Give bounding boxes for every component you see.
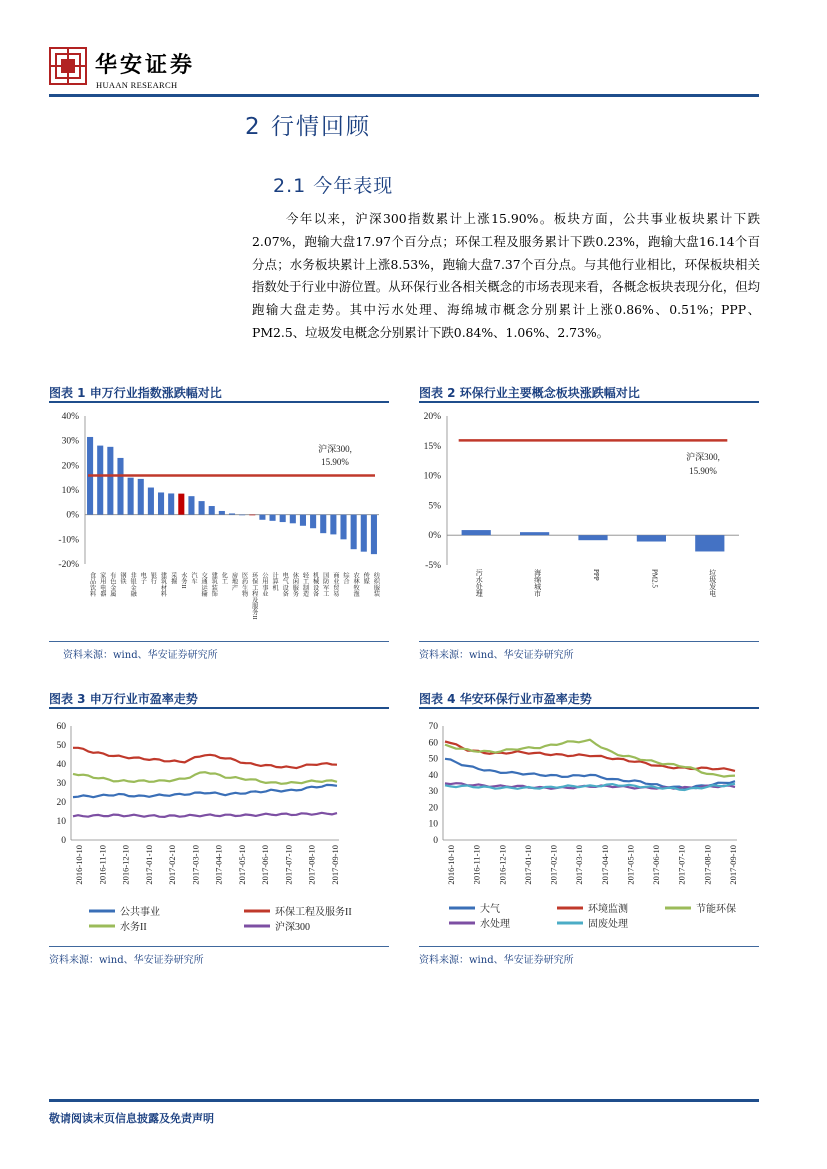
x-tick-label: 公用事业: [260, 572, 268, 597]
x-tick-label: 2017-02-10: [167, 845, 178, 885]
y-tick-label: 20: [56, 798, 66, 808]
bar-建筑装饰: [209, 506, 215, 515]
x-tick-label: 传媒: [362, 572, 370, 585]
bar-家用电器: [97, 446, 103, 515]
x-tick-label: 2017-09-10: [330, 845, 340, 885]
hs300-label: 沪深300,: [318, 444, 352, 454]
bar-海绵城市: [520, 532, 549, 535]
y-tick-label: -5%: [425, 561, 441, 571]
bar-休闲服务: [290, 515, 296, 524]
x-tick-label: 交通运输: [200, 572, 208, 597]
x-tick-label: 建筑材料: [159, 572, 167, 597]
figure-3-source: 资料来源：wind、华安证券研究所: [49, 955, 204, 966]
figure-4-bottom-rule: [419, 946, 759, 947]
x-tick-label: 2017-05-10: [236, 845, 247, 885]
x-tick-label: 2016-11-10: [97, 845, 108, 885]
x-tick-label: 垃圾发电: [708, 569, 717, 597]
bar-银行: [148, 488, 154, 515]
y-tick-label: 10%: [61, 486, 79, 496]
legend-label: 环境监测: [588, 904, 628, 915]
x-tick-label: 采掘: [169, 572, 177, 585]
y-tick-label: 10%: [423, 471, 441, 482]
x-tick-label: 2016-11-10: [471, 845, 482, 885]
x-tick-label: 汽车: [189, 572, 197, 585]
bar-化工: [219, 511, 225, 515]
figure-1-title: 图表 1 申万行业指数涨跌幅对比: [49, 386, 222, 400]
bar-国防军工: [320, 515, 326, 533]
legend-label: 水务II: [120, 922, 147, 933]
figure-1-chart: [49, 404, 389, 640]
bar-房地产: [229, 513, 235, 514]
hs300-value-label: 15.90%: [689, 466, 717, 476]
figure-4-source: 资料来源：wind、华安证券研究所: [419, 955, 574, 966]
x-tick-label: 环保工程及服务II: [250, 572, 258, 620]
body-paragraph: 今年以来，沪深300指数累计上涨15.90%。板块方面，公共事业板块累计下跌2.07%，跑输大盘17.97个百分点；环保工程及服务累计下跌0.23%，跑输大盘16.14个百分点；水务板块累计上涨8.53%，跑输大盘7.37个百分点。与其他行业相比，环保板块相关指数处于行业中游位置。从环保行业各相关概念的市场表现来看，各概念板块表现分化，但均跑输大盘走势。其中污水处理、海绵城市概念分别累计上涨0.86%、0.51%；PPP、PM2.5、垃圾发电概念分别累计下跌0.84%、1.06%、2.73%。: [252, 211, 761, 340]
x-tick-label: 商业贸易: [331, 572, 339, 597]
bar-电子: [138, 479, 144, 515]
figure-2-source: 资料来源：wind、华安证券研究所: [419, 650, 574, 661]
series-line-环境监测: [445, 742, 735, 771]
x-tick-label: 电气设备: [281, 572, 289, 597]
x-tick-label: 2017-04-10: [599, 845, 610, 885]
header-divider: [49, 94, 759, 97]
y-tick-label: 20%: [423, 412, 441, 422]
x-tick-label: 家用电器: [98, 572, 106, 597]
huaan-logo-icon: [49, 47, 87, 85]
x-tick-label: 2017-07-10: [676, 845, 687, 885]
x-tick-label: 机械设备: [311, 572, 319, 597]
figure-1-source: 资料来源：wind、华安证券研究所: [63, 650, 218, 661]
x-tick-label: 污水处理: [475, 569, 484, 597]
x-tick-label: PPP: [592, 569, 600, 581]
series-line-公共事业: [73, 785, 337, 797]
x-tick-label: 2017-06-10: [651, 845, 662, 885]
legend-label: 公共事业: [120, 907, 160, 918]
bar-传媒: [361, 515, 367, 552]
x-tick-label: 银行: [149, 572, 157, 585]
bar-机械设备: [310, 515, 316, 529]
bar-商业贸易: [330, 515, 336, 535]
bar-钢铁: [117, 458, 123, 515]
y-tick-label: 50: [428, 754, 438, 765]
figure-4-top-rule: [419, 707, 759, 709]
y-tick-label: 60: [428, 738, 438, 749]
legend-label: 固废处理: [588, 919, 628, 930]
bar-采掘: [168, 493, 174, 514]
x-tick-label: 2017-05-10: [625, 845, 636, 885]
bar-垃圾发电: [695, 535, 724, 551]
x-tick-label: 轻工制造: [301, 572, 309, 597]
footer-disclaimer: 敬请阅读末页信息披露及免责声明: [49, 1112, 214, 1125]
y-tick-label: 15%: [423, 441, 441, 452]
y-tick-label: 10: [56, 817, 66, 827]
legend-label: 环保工程及服务II: [275, 907, 352, 918]
legend-label: 大气: [480, 904, 500, 915]
x-tick-label: PM2.5: [650, 569, 659, 588]
y-tick-label: 30: [56, 779, 66, 789]
logo-subtitle: HUAAN RESEARCH: [96, 80, 178, 90]
y-tick-label: 60: [56, 722, 66, 732]
y-tick-label: 0: [433, 836, 438, 846]
series-line-沪深300: [73, 813, 337, 817]
y-tick-label: 0%: [66, 510, 79, 521]
x-tick-label: 化工: [220, 572, 228, 585]
bar-建筑材料: [158, 492, 164, 514]
bar-计算机: [270, 515, 276, 521]
x-tick-label: 钢铁: [118, 572, 126, 585]
legend-label: 水处理: [480, 919, 510, 930]
x-tick-label: 建筑装饰: [210, 572, 218, 597]
x-tick-label: 2017-06-10: [260, 845, 271, 885]
x-tick-label: 医药生物: [240, 572, 248, 597]
x-tick-label: 计算机: [271, 572, 279, 591]
y-tick-label: 20%: [61, 461, 79, 472]
bar-医药生物: [239, 515, 245, 516]
x-tick-label: 2016-10-10: [74, 845, 84, 885]
series-line-水务II: [73, 772, 337, 784]
footer-divider: [49, 1099, 759, 1102]
section-title: 2 行情回顾: [245, 114, 371, 140]
series-line-环保工程及服务II: [73, 748, 337, 768]
x-tick-label: 2017-08-10: [306, 845, 317, 885]
x-tick-label: 有色金属: [108, 572, 116, 597]
figure-1-top-rule: [49, 401, 389, 403]
y-tick-label: -20%: [58, 560, 79, 570]
bar-污水处理: [462, 530, 491, 535]
figure-2-chart: [419, 404, 759, 640]
x-tick-label: 水务II: [179, 572, 187, 589]
bar-综合: [340, 515, 346, 540]
x-tick-label: 房地产: [230, 572, 238, 591]
x-tick-label: 2016-10-10: [446, 845, 456, 885]
series-line-大气: [445, 759, 735, 789]
y-tick-label: 30: [428, 787, 438, 798]
bar-汽车: [188, 496, 194, 515]
x-tick-label: 综合: [342, 572, 350, 585]
y-tick-label: 40: [56, 760, 66, 770]
figure-3-bottom-rule: [49, 946, 389, 947]
x-tick-label: 2017-07-10: [283, 845, 294, 885]
y-tick-label: 0: [61, 836, 66, 846]
x-tick-label: 食品饮料: [88, 572, 96, 597]
figure-3-top-rule: [49, 707, 389, 709]
x-tick-label: 农林牧渔: [352, 572, 360, 597]
legend-label: 节能环保: [696, 904, 736, 915]
y-tick-label: 10: [428, 819, 438, 830]
x-tick-label: 2017-03-10: [190, 845, 201, 885]
hs300-value-label: 15.90%: [321, 457, 349, 467]
x-tick-label: 纺织服装: [372, 572, 380, 597]
x-tick-label: 2016-12-10: [497, 845, 508, 885]
y-tick-label: 30%: [61, 436, 79, 447]
bar-公用事业: [259, 515, 265, 520]
x-tick-label: 2017-01-10: [522, 845, 533, 885]
bar-PM2.5: [637, 535, 666, 541]
x-tick-label: 2017-02-10: [548, 845, 559, 885]
figure-2-title: 图表 2 环保行业主要概念板块涨跌幅对比: [419, 386, 640, 400]
hs300-label: 沪深300,: [686, 452, 720, 462]
figure-4-title: 图表 4 华安环保行业市盈率走势: [419, 692, 592, 706]
figure-2-top-rule: [419, 401, 759, 403]
x-tick-label: 2017-08-10: [702, 845, 713, 885]
y-tick-label: -10%: [58, 535, 79, 546]
bar-非银金融: [128, 478, 134, 515]
x-tick-label: 海绵城市: [533, 569, 542, 597]
bar-PPP: [578, 535, 607, 540]
y-tick-label: 50: [56, 741, 66, 751]
logo-text: 华安证券: [95, 53, 196, 78]
bar-环保工程及服务II: [249, 515, 255, 516]
x-tick-label: 电子: [139, 572, 147, 585]
x-tick-label: 2017-03-10: [574, 845, 585, 885]
legend-label: 沪深300: [275, 922, 310, 933]
x-tick-label: 非银金融: [129, 572, 137, 597]
figure-2-bottom-rule: [419, 641, 759, 642]
y-tick-label: 70: [428, 722, 438, 732]
bar-交通运输: [199, 501, 205, 515]
bar-有色金属: [107, 447, 113, 515]
figure-3-chart: [49, 712, 389, 944]
x-tick-label: 2017-09-10: [728, 845, 738, 885]
bar-纺织服装: [371, 515, 377, 554]
x-tick-label: 国防军工: [321, 572, 329, 597]
x-tick-label: 2017-04-10: [213, 845, 224, 885]
x-tick-label: 休闲服务: [291, 572, 299, 597]
figure-4-chart: [419, 712, 759, 944]
figure-1-bottom-rule: [49, 641, 389, 642]
y-tick-label: 20: [428, 803, 438, 814]
y-tick-label: 40: [428, 770, 438, 781]
x-tick-label: 2016-12-10: [120, 845, 131, 885]
y-tick-label: 0%: [428, 531, 441, 542]
x-tick-label: 2017-01-10: [143, 845, 154, 885]
figure-3-title: 图表 3 申万行业市盈率走势: [49, 692, 198, 706]
y-tick-label: 40%: [61, 412, 79, 422]
bar-水务II: [178, 494, 184, 515]
subsection-title: 2.1 今年表现: [273, 175, 394, 197]
bar-农林牧渔: [351, 515, 357, 550]
bar-轻工制造: [300, 515, 306, 526]
y-tick-label: 5%: [428, 501, 441, 512]
bar-电气设备: [280, 515, 286, 522]
